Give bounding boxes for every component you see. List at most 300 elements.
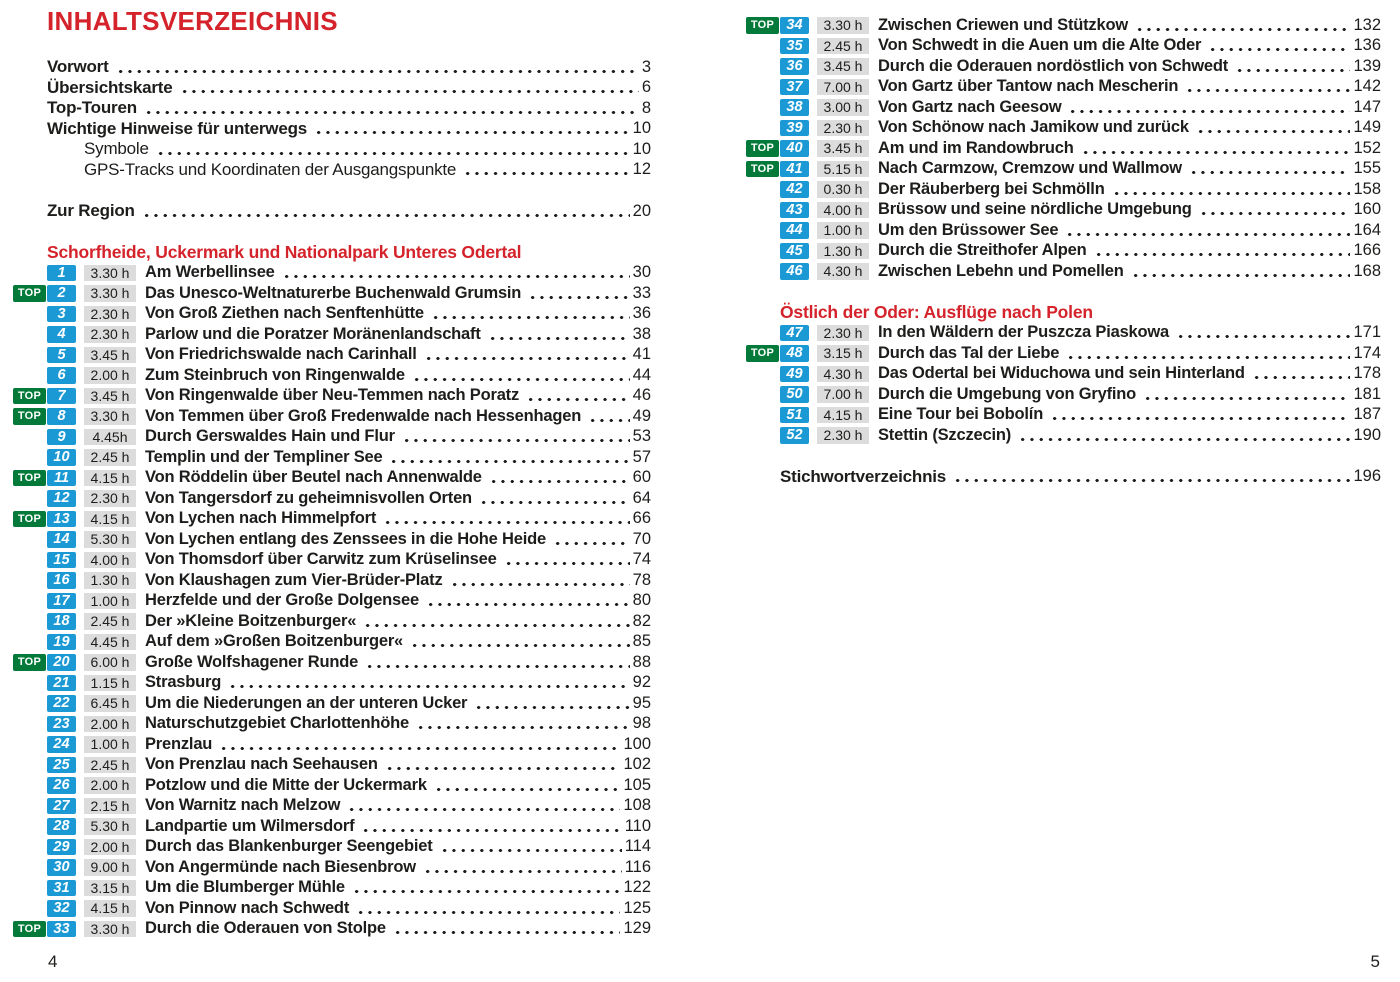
tour-page-number: 152 xyxy=(1353,138,1381,157)
tour-duration: 2.45 h xyxy=(84,757,136,774)
dotted-leader xyxy=(114,57,639,78)
tour-duration: 2.30 h xyxy=(84,326,136,343)
tour-number-badge: 36 xyxy=(780,58,809,75)
tour-row xyxy=(47,673,651,694)
tour-duration: 3.00 h xyxy=(817,99,869,116)
tour-number-badge: 11 xyxy=(47,470,76,487)
tour-number-badge: 52 xyxy=(780,427,809,444)
tour-number-badge: 9 xyxy=(47,429,76,446)
tour-page-number: 149 xyxy=(1353,118,1381,137)
tour-page-number: 102 xyxy=(623,755,651,774)
tour-title: Von Lychen entlang des Zenssees in die Hohe Heide xyxy=(145,529,546,548)
tour-page-number: 166 xyxy=(1353,241,1381,260)
tour-title: Um den Brüssower See xyxy=(878,220,1059,239)
dotted-leader xyxy=(486,324,630,345)
tour-title: Von Thomsdorf über Carwitz zum Krüselinsee xyxy=(145,550,497,569)
tour-number-badge: 42 xyxy=(780,181,809,198)
dotted-leader xyxy=(1016,425,1350,446)
tour-number-badge: 47 xyxy=(780,325,809,342)
tour-number-badge: 43 xyxy=(780,202,809,219)
dotted-leader xyxy=(448,570,630,591)
tour-row xyxy=(47,755,651,776)
tour-number-badge: 21 xyxy=(47,675,76,692)
toc-entry-page-number: 3 xyxy=(641,57,651,76)
tour-row xyxy=(17,509,651,530)
tour-page-number: 178 xyxy=(1353,364,1381,383)
dotted-leader xyxy=(1048,405,1350,426)
tour-row xyxy=(47,427,651,448)
tour-page-number: 174 xyxy=(1353,343,1381,362)
tour-page-number: 168 xyxy=(1353,261,1381,280)
tour-page-number: 80 xyxy=(632,591,651,610)
dotted-leader xyxy=(1233,56,1350,77)
dotted-leader xyxy=(438,837,622,858)
tour-duration: 2.30 h xyxy=(84,306,136,323)
dotted-leader xyxy=(502,550,630,571)
tour-duration: 2.00 h xyxy=(84,367,136,384)
dotted-leader xyxy=(1133,15,1350,36)
tour-title: Prenzlau xyxy=(145,734,213,753)
tour-number-badge: 33 xyxy=(47,921,76,938)
tour-row xyxy=(47,611,651,632)
dotted-leader xyxy=(1092,241,1351,262)
dotted-leader xyxy=(1066,97,1350,118)
block-spacer xyxy=(47,180,651,201)
section-heading: Östlich der Oder: Ausflüge nach Polen xyxy=(780,302,1093,322)
toc-entry-row xyxy=(47,160,651,181)
tour-page-number: 136 xyxy=(1353,36,1381,55)
tour-number-badge: 38 xyxy=(780,99,809,116)
tour-number-badge: 37 xyxy=(780,79,809,96)
tour-row xyxy=(750,159,1381,180)
toc-entry-row xyxy=(47,98,651,119)
tour-duration: 2.30 h xyxy=(84,490,136,507)
tour-title: Landpartie um Wilmersdorf xyxy=(145,816,355,835)
tour-duration: 4.00 h xyxy=(817,202,869,219)
tour-number-badge: 6 xyxy=(47,367,76,384)
tour-page-number: 164 xyxy=(1353,220,1381,239)
dotted-leader xyxy=(381,509,630,530)
tour-number-badge: 34 xyxy=(780,17,809,34)
tour-row xyxy=(780,97,1381,118)
tour-duration: 3.30 h xyxy=(84,265,136,282)
tour-number-badge: 12 xyxy=(47,490,76,507)
dotted-leader xyxy=(1110,179,1351,200)
tour-title: Auf dem »Großen Boitzenburger« xyxy=(145,632,404,651)
dotted-leader xyxy=(422,345,630,366)
tour-row xyxy=(17,468,651,489)
tour-number-badge: 31 xyxy=(47,880,76,897)
tour-duration: 3.45 h xyxy=(817,140,869,157)
tour-duration: 3.45 h xyxy=(84,388,136,405)
toc-entry-row xyxy=(47,139,651,160)
tour-duration: 6.00 h xyxy=(84,654,136,671)
toc-entry-page-number: 20 xyxy=(632,201,651,220)
dotted-leader xyxy=(1187,159,1351,180)
tour-title: Am und im Randowbruch xyxy=(878,138,1074,157)
tour-row xyxy=(47,796,651,817)
tour-row xyxy=(47,447,651,468)
dotted-leader xyxy=(1174,323,1350,344)
tour-title: Um die Blumberger Mühle xyxy=(145,878,345,897)
dotted-leader xyxy=(487,468,630,489)
tour-number-badge: 22 xyxy=(47,695,76,712)
tour-page-number: 114 xyxy=(624,837,651,856)
tour-page-number: 74 xyxy=(632,550,651,569)
toc-entry-page-number: 12 xyxy=(632,160,651,179)
toc-entry-row xyxy=(47,201,651,222)
tour-row xyxy=(47,550,651,571)
tour-row xyxy=(17,386,651,407)
tour-title: Von Ringenwalde über Neu-Temmen nach Poratz xyxy=(145,386,520,405)
tour-page-number: 70 xyxy=(632,529,651,548)
dotted-leader xyxy=(1183,77,1350,98)
tour-duration: 0.30 h xyxy=(817,181,869,198)
tour-title: Das Odertal bei Widuchowa und sein Hinterland xyxy=(878,364,1245,383)
tour-number-badge: 18 xyxy=(47,613,76,630)
tour-title: Templin und der Templiner See xyxy=(145,447,383,466)
toc-entry-label: Wichtige Hinweise für unterwegs xyxy=(47,118,308,138)
toc-entry-page-number: 10 xyxy=(632,139,651,158)
tour-title: Von Tangersdorf zu geheimnisvollen Orten xyxy=(145,488,472,507)
toc-entry-page-number: 8 xyxy=(641,98,651,117)
dotted-leader xyxy=(524,386,630,407)
tour-title: Am Werbellinsee xyxy=(145,263,275,282)
tour-row xyxy=(47,345,651,366)
tour-number-badge: 20 xyxy=(47,654,76,671)
toc-entry-page-number: 196 xyxy=(1353,467,1381,486)
top-tour-badge: TOP xyxy=(13,388,46,405)
toc-entry-row xyxy=(47,57,651,78)
toc-entry-page-number: 6 xyxy=(641,78,651,97)
tour-duration: 2.30 h xyxy=(817,325,869,342)
top-tour-badge: TOP xyxy=(13,921,46,938)
tour-number-badge: 30 xyxy=(47,859,76,876)
toc-entry-label: Top-Touren xyxy=(47,98,137,118)
tour-duration: 4.15 h xyxy=(84,511,136,528)
dotted-leader xyxy=(312,119,630,140)
tour-title: Durch die Oderauen nordöstlich von Schwedt xyxy=(878,56,1229,75)
tour-row xyxy=(47,529,651,550)
tour-title: Von Temmen über Groß Fredenwalde nach Hessenhagen xyxy=(145,406,582,425)
tour-page-number: 36 xyxy=(632,304,651,323)
dotted-leader xyxy=(1129,261,1351,282)
dotted-leader xyxy=(359,816,621,837)
tour-number-badge: 7 xyxy=(47,388,76,405)
tour-title: Der »Kleine Boitzenburger« xyxy=(145,611,357,630)
folio-left-page-number: 4 xyxy=(48,952,58,971)
tour-duration: 1.15 h xyxy=(84,675,136,692)
tour-duration: 1.00 h xyxy=(817,222,869,239)
tour-page-number: 142 xyxy=(1353,77,1381,96)
dotted-leader xyxy=(526,283,629,304)
tour-title: Zum Steinbruch von Ringenwalde xyxy=(145,365,405,384)
tour-number-badge: 25 xyxy=(47,757,76,774)
tour-duration: 3.15 h xyxy=(817,345,869,362)
dotted-leader xyxy=(1079,138,1351,159)
dotted-leader xyxy=(477,488,630,509)
dotted-leader xyxy=(429,304,630,325)
tour-title: Große Wolfshagener Runde xyxy=(145,652,359,671)
dotted-leader xyxy=(142,98,639,119)
tour-number-badge: 15 xyxy=(47,552,76,569)
tour-number-badge: 1 xyxy=(47,265,76,282)
tour-title: Durch das Blankenburger Seengebiet xyxy=(145,837,433,856)
tour-row xyxy=(17,283,651,304)
tour-duration: 5.30 h xyxy=(84,531,136,548)
tour-row xyxy=(47,263,651,284)
dotted-leader xyxy=(361,611,629,632)
tour-page-number: 181 xyxy=(1353,384,1381,403)
tour-number-badge: 48 xyxy=(780,345,809,362)
tour-page-number: 129 xyxy=(623,919,651,938)
tour-row xyxy=(780,405,1381,426)
tour-row xyxy=(47,837,651,858)
tour-duration: 6.45 h xyxy=(84,695,136,712)
tour-page-number: 147 xyxy=(1353,97,1381,116)
dotted-leader xyxy=(432,775,621,796)
tour-row xyxy=(47,632,651,653)
tour-row xyxy=(47,365,651,386)
top-tour-badge: TOP xyxy=(13,285,46,302)
tour-number-badge: 27 xyxy=(47,798,76,815)
tour-page-number: 57 xyxy=(632,447,651,466)
toc-entry-label: Zur Region xyxy=(47,201,135,221)
tour-row xyxy=(47,775,651,796)
tour-page-number: 92 xyxy=(632,673,651,692)
toc-entry-row xyxy=(780,467,1381,488)
tour-number-badge: 50 xyxy=(780,386,809,403)
tour-title: Durch Gerswaldes Hain und Flur xyxy=(145,427,395,446)
tour-page-number: 105 xyxy=(623,775,651,794)
tour-title: Von Lychen nach Himmelpfort xyxy=(145,509,377,528)
tour-page-number: 33 xyxy=(632,283,651,302)
tour-page-number: 88 xyxy=(632,652,651,671)
tour-title: Von Friedrichswalde nach Carinhall xyxy=(145,345,417,364)
tour-title: Durch die Streithofer Alpen xyxy=(878,241,1087,260)
toc-entry-page-number: 10 xyxy=(632,119,651,138)
tour-page-number: 171 xyxy=(1353,323,1381,342)
tour-row xyxy=(780,56,1381,77)
tour-title: Von Pinnow nach Schwedt xyxy=(145,898,350,917)
tour-row xyxy=(47,857,651,878)
tour-duration: 2.00 h xyxy=(84,777,136,794)
tour-title: Um die Niederungen an der unteren Ucker xyxy=(145,693,468,712)
tour-page-number: 108 xyxy=(623,796,651,815)
tour-number-badge: 49 xyxy=(780,366,809,383)
tour-row xyxy=(17,406,651,427)
tour-row xyxy=(780,364,1381,385)
tour-row xyxy=(750,343,1381,364)
tour-duration: 5.15 h xyxy=(817,161,869,178)
dotted-leader xyxy=(387,447,629,468)
tour-duration: 3.30 h xyxy=(817,17,869,34)
tour-duration: 4.15 h xyxy=(817,407,869,424)
tour-duration: 4.45h xyxy=(84,429,136,446)
tour-title: Von Schwedt in die Auen um die Alte Oder xyxy=(878,36,1202,55)
tour-page-number: 116 xyxy=(624,857,651,876)
tour-row xyxy=(47,878,651,899)
tour-title: Von Gartz nach Geesow xyxy=(878,97,1062,116)
tour-title: Von Klaushagen zum Vier-Brüder-Platz xyxy=(145,570,443,589)
tour-page-number: 160 xyxy=(1353,200,1381,219)
tour-duration: 5.30 h xyxy=(84,818,136,835)
tour-page-number: 190 xyxy=(1353,425,1381,444)
dotted-leader xyxy=(217,734,620,755)
tour-title: Stettin (Szczecin) xyxy=(878,425,1012,444)
tour-title: Zwischen Lebehn und Pomellen xyxy=(878,261,1124,280)
tour-row xyxy=(750,15,1381,36)
tour-title: Brüssow und seine nördliche Umgebung xyxy=(878,200,1192,219)
tour-duration: 2.00 h xyxy=(84,716,136,733)
tour-row xyxy=(780,77,1381,98)
tour-page-number: 100 xyxy=(623,734,651,753)
tour-title: In den Wäldern der Puszcza Piaskowa xyxy=(878,323,1170,342)
tour-number-badge: 51 xyxy=(780,407,809,424)
dotted-leader xyxy=(1141,384,1350,405)
tour-title: Das Unesco-Weltnaturerbe Buchenwald Grumsin xyxy=(145,283,522,302)
top-tour-badge: TOP xyxy=(746,345,779,362)
tour-row xyxy=(780,425,1381,446)
tour-page-number: 155 xyxy=(1353,159,1381,178)
tour-row xyxy=(17,652,651,673)
top-tour-badge: TOP xyxy=(746,161,779,178)
tour-page-number: 122 xyxy=(623,878,651,897)
tour-duration: 7.00 h xyxy=(817,79,869,96)
toc-entry-row xyxy=(47,78,651,99)
toc-entry-label: Übersichtskarte xyxy=(47,77,173,97)
tour-number-badge: 28 xyxy=(47,818,76,835)
top-tour-badge: TOP xyxy=(13,470,46,487)
dotted-leader xyxy=(1194,118,1351,139)
tour-duration: 4.30 h xyxy=(817,263,869,280)
tour-number-badge: 40 xyxy=(780,140,809,157)
dotted-leader xyxy=(1064,343,1350,364)
tour-row xyxy=(780,384,1381,405)
dotted-leader xyxy=(400,427,630,448)
tour-page-number: 139 xyxy=(1353,56,1381,75)
tour-title: Von Angermünde nach Biesenbrow xyxy=(145,857,416,876)
top-tour-badge: TOP xyxy=(13,511,46,528)
tour-page-number: 41 xyxy=(632,345,651,364)
tour-title: Von Groß Ziethen nach Senftenhütte xyxy=(145,304,424,323)
tour-page-number: 98 xyxy=(632,714,651,733)
tour-duration: 3.15 h xyxy=(84,880,136,897)
toc-entry-label: GPS-Tracks und Koordinaten der Ausgangspunkte xyxy=(84,159,457,179)
tour-row xyxy=(47,816,651,837)
tour-row xyxy=(47,570,651,591)
dotted-leader xyxy=(226,673,630,694)
tour-number-badge: 3 xyxy=(47,306,76,323)
tour-number-badge: 45 xyxy=(780,243,809,260)
tour-title: Zwischen Criewen und Stützkow xyxy=(878,15,1128,34)
toc-title: INHALTSVERZEICHNIS xyxy=(47,6,338,36)
tour-number-badge: 44 xyxy=(780,222,809,239)
tour-page-number: 46 xyxy=(632,386,651,405)
tour-number-badge: 19 xyxy=(47,634,76,651)
block-spacer xyxy=(780,446,1381,467)
tour-number-badge: 32 xyxy=(47,900,76,917)
tour-number-badge: 13 xyxy=(47,511,76,528)
tour-row xyxy=(47,734,651,755)
toc-page-right xyxy=(750,15,1381,487)
tour-duration: 2.45 h xyxy=(84,449,136,466)
tour-number-badge: 29 xyxy=(47,839,76,856)
tour-row xyxy=(17,919,651,940)
tour-duration: 2.45 h xyxy=(84,613,136,630)
tour-duration: 2.45 h xyxy=(817,38,869,55)
tour-duration: 1.30 h xyxy=(817,243,869,260)
tour-title: Strasburg xyxy=(145,673,222,692)
tour-row xyxy=(780,36,1381,57)
tour-page-number: 38 xyxy=(632,324,651,343)
tour-page-number: 60 xyxy=(632,468,651,487)
toc-entry-row xyxy=(47,119,651,140)
dotted-leader xyxy=(1206,36,1350,57)
tour-number-badge: 14 xyxy=(47,531,76,548)
dotted-leader xyxy=(414,714,630,735)
tour-duration: 1.00 h xyxy=(84,593,136,610)
dotted-leader xyxy=(421,857,622,878)
tour-page-number: 125 xyxy=(623,898,651,917)
top-tour-badge: TOP xyxy=(746,140,779,157)
tour-title: Potzlow und die Mitte der Uckermark xyxy=(145,775,427,794)
tour-page-number: 30 xyxy=(632,263,651,282)
tour-duration: 1.30 h xyxy=(84,572,136,589)
tour-row xyxy=(780,323,1381,344)
tour-row xyxy=(47,714,651,735)
tour-duration: 2.30 h xyxy=(817,427,869,444)
tour-title: Von Schönow nach Jamikow und zurück xyxy=(878,118,1189,137)
dotted-leader xyxy=(408,632,630,653)
toc-entry-label: Stichwortverzeichnis xyxy=(780,466,947,486)
tour-page-number: 44 xyxy=(632,365,651,384)
tour-page-number: 78 xyxy=(632,570,651,589)
tour-page-number: 49 xyxy=(632,406,651,425)
dotted-leader xyxy=(140,201,630,222)
dotted-leader xyxy=(551,529,630,550)
dotted-leader xyxy=(1197,200,1351,221)
tour-number-badge: 10 xyxy=(47,449,76,466)
tour-duration: 3.30 h xyxy=(84,921,136,938)
folio-right-page-number: 5 xyxy=(1370,952,1380,971)
top-tour-badge: TOP xyxy=(13,408,46,425)
tour-row xyxy=(780,261,1381,282)
tour-duration: 3.45 h xyxy=(817,58,869,75)
tour-row xyxy=(780,220,1381,241)
tour-duration: 2.00 h xyxy=(84,839,136,856)
tour-number-badge: 17 xyxy=(47,593,76,610)
tour-duration: 4.15 h xyxy=(84,900,136,917)
tour-row xyxy=(780,118,1381,139)
tour-title: Parlow und die Poratzer Moränenlandschaft xyxy=(145,324,481,343)
block-spacer xyxy=(780,282,1381,303)
tour-title: Herzfelde und der Große Dolgensee xyxy=(145,591,419,610)
tour-row xyxy=(780,200,1381,221)
tour-row xyxy=(780,179,1381,200)
tour-duration: 3.30 h xyxy=(84,285,136,302)
toc-page-left xyxy=(17,6,651,939)
tour-number-badge: 16 xyxy=(47,572,76,589)
tour-row xyxy=(47,591,651,612)
tour-title: Von Warnitz nach Melzow xyxy=(145,796,341,815)
tour-title: Durch die Oderauen von Stolpe xyxy=(145,919,386,938)
dotted-leader xyxy=(363,652,630,673)
tour-title: Nach Carmzow, Cremzow und Wallmow xyxy=(878,159,1182,178)
section-heading: Schorfheide, Uckermark und Nationalpark Unteres Odertal xyxy=(47,242,522,262)
tour-row xyxy=(780,241,1381,262)
tour-number-badge: 24 xyxy=(47,736,76,753)
